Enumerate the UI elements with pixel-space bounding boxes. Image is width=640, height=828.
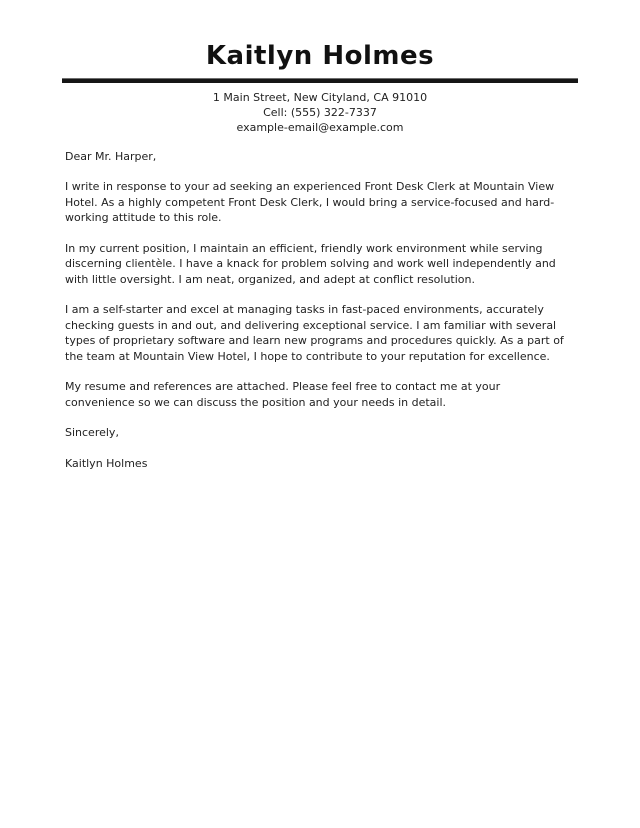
contact-email: example-email@example.com xyxy=(236,120,404,134)
body-paragraph: In my current position, I maintain an efficient, friendly work environment while serving discerning clientèle. I have a knack for problem solving and work well independently and with little oversight. I am neat, organized, and adept at conflict resolution. xyxy=(65,241,556,286)
body-paragraph: My resume and references are attached. Please feel free to contact me at your convenience so we can discuss the position and your needs in detail. xyxy=(65,380,501,409)
body-paragraph: I write in response to your ad seeking an experienced Front Desk Clerk at Mountain View Hotel. As a highly competent Front Desk Clerk, I would bring a service-focused and hard-working attitude to this role. xyxy=(65,180,555,225)
closing: Sincerely, xyxy=(65,426,119,440)
header-divider-rule xyxy=(62,78,578,83)
body-paragraph: I am a self-starter and excel at managing tasks in fast-paced environments, accurately checking guests in and out, and delivering exceptional service. I am familiar with several types of proprietary software and learn new programs and procedures quickly. As a part of the team at Mountain View Hotel, I hope to contribute to your reputation for excellence. xyxy=(65,303,564,363)
contact-block xyxy=(0,90,640,135)
contact-address: 1 Main Street, New Cityland, CA 91010 xyxy=(212,90,428,104)
salutation: Dear Mr. Harper, xyxy=(65,149,157,163)
signature-name: Kaitlyn Holmes xyxy=(65,456,148,470)
letter-body xyxy=(65,149,573,472)
letter-author-name: Kaitlyn Holmes xyxy=(205,41,435,71)
contact-phone: Cell: (555) 322-7337 xyxy=(263,105,377,119)
letter-header xyxy=(0,0,640,135)
